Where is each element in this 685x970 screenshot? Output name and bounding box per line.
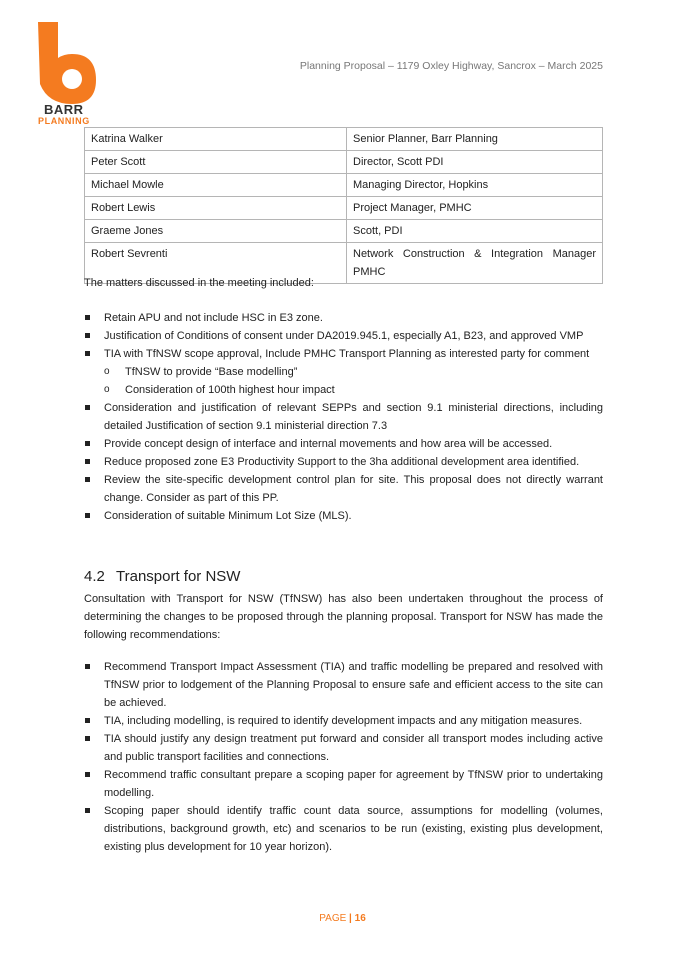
list-item: Recommend Transport Impact Assessment (TIA) and traffic modelling be prepared and resolved with TfNSW prior to lodgement of the Planning Proposal to ensure safe and efficient access to the site can be achieved. [84, 658, 603, 712]
footer-separator: | [349, 913, 352, 924]
list-item: TIA, including modelling, is required to identify development impacts and any mitigation measures. [84, 712, 603, 730]
attendee-name: Michael Mowle [85, 174, 347, 197]
document-header-title: Planning Proposal – 1179 Oxley Highway, Sancrox – March 2025 [299, 60, 603, 72]
table-row [85, 151, 603, 174]
list-item: Consideration of suitable Minimum Lot Size (MLS). [84, 507, 603, 525]
attendee-name: Robert Sevrenti [85, 243, 347, 284]
page-footer [0, 913, 685, 924]
bullet-icon [85, 459, 90, 464]
sub-list-item: o Consideration of 100th highest hour impact [84, 381, 603, 399]
section-number: 4.2 [84, 568, 105, 585]
list-item: Provide concept design of interface and internal movements and how area will be accessed. [84, 435, 603, 453]
bullet-icon [85, 664, 90, 669]
bullet-icon [85, 808, 90, 813]
list-item: TIA with TfNSW scope approval, Include PMHC Transport Planning as interested party for comment o TfNSW to provide “Base modelling” o Consideration of 100th highest hour impact [84, 345, 603, 399]
list-item: Justification of Conditions of consent under DA2019.945.1, especially A1, B23, and approved VMP [84, 327, 603, 345]
section-title: Transport for NSW [116, 568, 241, 585]
bullet-icon [85, 315, 90, 320]
bullet-icon [85, 333, 90, 338]
bullet-icon [85, 405, 90, 410]
list-item: Review the site-specific development control plan for site. This proposal does not directly warrant change. Consider as part of this PP. [84, 471, 603, 507]
attendee-name: Peter Scott [85, 151, 347, 174]
attendee-role: Senior Planner, Barr Planning [347, 128, 603, 151]
attendee-role: Project Manager, PMHC [347, 197, 603, 220]
list-item: Recommend traffic consultant prepare a scoping paper for agreement by TfNSW prior to undertaking modelling. [84, 766, 603, 802]
bullet-icon [85, 718, 90, 723]
bullet-icon [85, 477, 90, 482]
attendees-table [84, 127, 603, 284]
bullet-icon [85, 513, 90, 518]
table-row [85, 174, 603, 197]
bullet-icon [85, 351, 90, 356]
circle-bullet-icon: o [104, 366, 110, 377]
attendee-name: Robert Lewis [85, 197, 347, 220]
list-item: Retain APU and not include HSC in E3 zone. [84, 309, 603, 327]
section-heading [84, 568, 240, 585]
attendee-role: Network Construction & Integration Manager PMHC [347, 243, 603, 284]
page-number: 16 [354, 913, 366, 924]
table-row [85, 220, 603, 243]
sub-list [84, 363, 603, 399]
circle-bullet-icon: o [104, 384, 110, 395]
list-item: Scoping paper should identify traffic count data source, assumptions for modelling (volumes, distributions, background growth, etc) and scenarios to be run (existing, existing plus development, existing plus development for 10 year horizon). [84, 802, 603, 856]
attendee-name: Graeme Jones [85, 220, 347, 243]
logo-wordmark-barr: BARR [44, 102, 84, 117]
attendee-role: Managing Director, Hopkins [347, 174, 603, 197]
footer-label: PAGE [319, 913, 347, 924]
table-row [85, 197, 603, 220]
meeting-intro-text: The matters discussed in the meeting included: [84, 277, 314, 289]
list-item: TIA should justify any design treatment put forward and consider all transport modes including active and public transport facilities and connections. [84, 730, 603, 766]
sub-list-item: o TfNSW to provide “Base modelling” [84, 363, 603, 381]
recommendations-list [84, 658, 603, 856]
bullet-icon [85, 772, 90, 777]
meeting-matters-list [84, 309, 603, 525]
bullet-icon [85, 736, 90, 741]
section-body-text: Consultation with Transport for NSW (TfNSW) has also been undertaken throughout the process of determining the changes to be proposed through the planning proposal. Transport for NSW has made the following recommendations: [84, 593, 603, 641]
table-row [85, 128, 603, 151]
attendee-role: Scott, PDI [347, 220, 603, 243]
list-item: Reduce proposed zone E3 Productivity Support to the 3ha additional development area identified. [84, 453, 603, 471]
logo-wordmark-planning: PLANNING [38, 116, 90, 126]
attendee-name: Katrina Walker [85, 128, 347, 151]
attendee-role: Director, Scott PDI [347, 151, 603, 174]
bullet-icon [85, 441, 90, 446]
list-item: Consideration and justification of relevant SEPPs and section 9.1 ministerial directions, including detailed Justification of section 9.1 ministerial direction 7.3 [84, 399, 603, 435]
